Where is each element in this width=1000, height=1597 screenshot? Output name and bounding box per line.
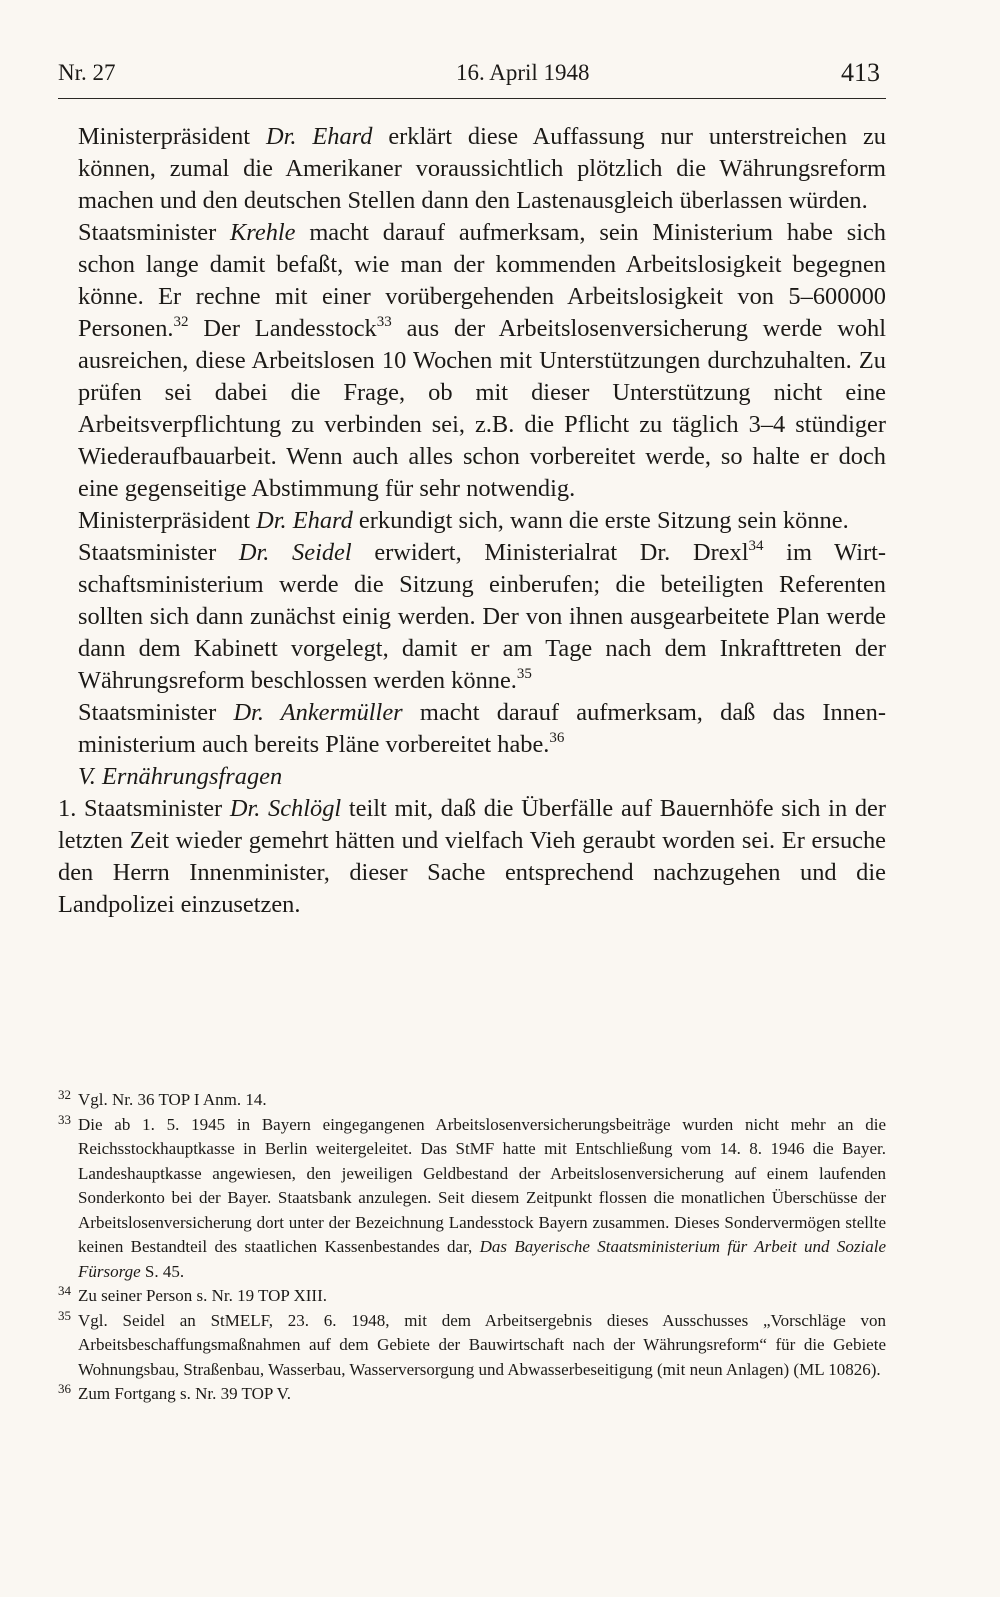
footnotes xyxy=(58,1088,886,1407)
section-heading: V. Ernährungsfragen xyxy=(78,763,283,790)
speaker-name: Dr. Ankermüller xyxy=(233,699,403,726)
footnote-ref[interactable]: 32 xyxy=(173,314,189,330)
issue-number: Nr. 27 xyxy=(58,60,116,85)
speaker-name: Dr. Ehard xyxy=(265,123,373,150)
paragraph xyxy=(78,217,886,505)
text-run: teilt mit, daß die Überfälle auf Bauernhöfe sich in der letzten Zeit wieder gemehrt hätten und vielfach Vieh geraubt worden sei. Er ersuche den Herrn Innenminister, dieser Sache entsprechend nachzugehen und die Landpolizei einzusetzen. xyxy=(58,795,886,918)
footnote-text: Zu seiner Person s. Nr. 19 TOP XIII. xyxy=(78,1286,327,1305)
text-run: macht darauf aufmerksam, sein Ministerium habe sich schon lange damit befaßt, wie man der kommenden Arbeitslosigkeit begegnen könne. Er rechne mit einer vorübergehenden Arbeitslosigkeit von 5–600000 Personen. xyxy=(78,219,887,342)
main-text xyxy=(58,121,887,921)
text-run: erklärt diese Auffassung nur unterstreichen zu können, zumal die Amerikaner voraussichtlich plötzlich die Währungsreform machen und den deutschen Stellen dann den Lastenausgleich überlassen würden. xyxy=(78,123,886,214)
text-run: Staatsminister xyxy=(78,699,234,726)
footnote xyxy=(58,1382,886,1407)
speaker-name: Dr. Seidel xyxy=(238,539,352,566)
footnote-ref[interactable]: 34 xyxy=(748,538,764,554)
footnote-number: 33 xyxy=(58,1111,71,1127)
paragraph xyxy=(78,121,886,217)
text-run: Der Landesstock xyxy=(188,315,377,342)
footnote-text: Zum Fortgang s. Nr. 39 TOP V. xyxy=(78,1384,292,1403)
footnote-ref[interactable]: 35 xyxy=(516,666,532,682)
footnote xyxy=(58,1113,886,1285)
text-run: macht darauf aufmerksam, daß das Innenministerium auch bereits Pläne vorbereitet habe. xyxy=(78,699,886,758)
header-date: 16. April 1948 xyxy=(456,60,590,85)
footnote-number: 36 xyxy=(58,1381,71,1396)
list-number: 1. xyxy=(58,795,77,822)
footnote-ref[interactable]: 36 xyxy=(549,730,565,746)
text-run: Staatsminister xyxy=(78,219,231,246)
text-run: aus der Arbeitslosenversicherung werde wohl ausreichen, diese Arbeitslosen 10 Wochen mit Unterstützungen durchzuhalten. Zu prüfen sei dabei die Frage, ob mit dieser Unterstützung nicht eine Arbeitsverpflichtung zu verbinden sei, z.B. die Pflicht zu täglich 3–4 stündiger Wiederaufbauarbeit. Wenn auch alles schon vorbereitet werde, so halte er doch eine gegenseitige Abstimmung für sehr notwendig. xyxy=(78,315,886,502)
footnote-text: Die ab 1. 5. 1945 in Bayern eingegangenen Arbeitslosenversicherungsbeiträge wurden nicht mehr an die Reichsstockhauptkasse in Berlin weitergeleitet. Das StMF hatte mit Entschließung vom 14. 8. 1946 die Bayer. Landeshauptkasse angewiesen, den jeweiligen Geldbestand der Arbeitslosenversicherung auf einem laufenden Sonderkonto bei der Bayer. Staatsbank anzulegen. Seit diesem Zeitpunkt flossen die monatlichen Überschüsse der Arbeitslosenversicherung dort unter der Bezeichnung Landesstock Bayern zusammen. Dieses Sondervermögen stellte keinen Bestandteil des staatlichen Kassenbestandes dar, xyxy=(78,1114,886,1256)
footnote-number: 32 xyxy=(58,1087,71,1102)
footnote-number: 34 xyxy=(58,1283,71,1298)
page-number: 413 xyxy=(841,58,880,87)
running-header xyxy=(58,58,886,99)
footnote-text: Vgl. Seidel an StMELF, 23. 6. 1948, mit dem Arbeitsergebnis dieses Ausschusses „Vorschläge von Arbeitsbeschaffungsmaßnahmen auf dem Gebiete der Bauwirtschaft nach der Währungsreform“ für die Gebiete Wohnungsbau, Straßenbau, Wasserbau, Wasserversorgung und Abwasserbeseitigung (mit neun Anlagen) (ML 10826). xyxy=(78,1310,886,1379)
paragraph xyxy=(78,697,886,761)
speaker-name: Dr. Schlögl xyxy=(229,795,342,822)
text-run: erwidert, Ministerialrat Dr. Drexl xyxy=(351,539,749,566)
cited-title: Das Bayerische Staatsministerium für Arbeit und Soziale Fürsorge xyxy=(78,1237,886,1281)
text-run: im Wirtschaftsministerium werde die Sitzung einberufen; die beteiligten Referenten sollten sich dann zunächst einig werden. Der von ihnen ausgearbeitete Plan werde dann dem Kabinett vorgelegt, damit er am Tage nach dem Inkrafttreten der Währungsreform beschlossen werden könne. xyxy=(78,539,886,694)
speaker-name: Dr. Ehard xyxy=(256,507,353,534)
paragraph xyxy=(78,537,886,697)
text-run: Ministerpräsident xyxy=(78,123,266,150)
text-run: Staatsminister xyxy=(78,539,239,566)
footnote xyxy=(58,1088,886,1113)
footnote xyxy=(58,1284,886,1309)
footnote-text: Vgl. Nr. 36 TOP I Anm. 14. xyxy=(78,1090,267,1109)
text-run: Ministerpräsident xyxy=(78,507,257,534)
speaker-name: Krehle xyxy=(230,219,296,246)
footnote-number: 35 xyxy=(58,1307,71,1323)
footnote xyxy=(58,1309,886,1383)
list-item xyxy=(58,793,886,921)
text-run: Staatsminister xyxy=(76,795,230,822)
paragraph xyxy=(78,505,886,537)
footnote-text: S. 45. xyxy=(140,1261,185,1281)
text-run: erkundigt sich, wann die erste Sitzung sein könne. xyxy=(352,507,849,534)
footnote-ref[interactable]: 33 xyxy=(376,314,392,330)
